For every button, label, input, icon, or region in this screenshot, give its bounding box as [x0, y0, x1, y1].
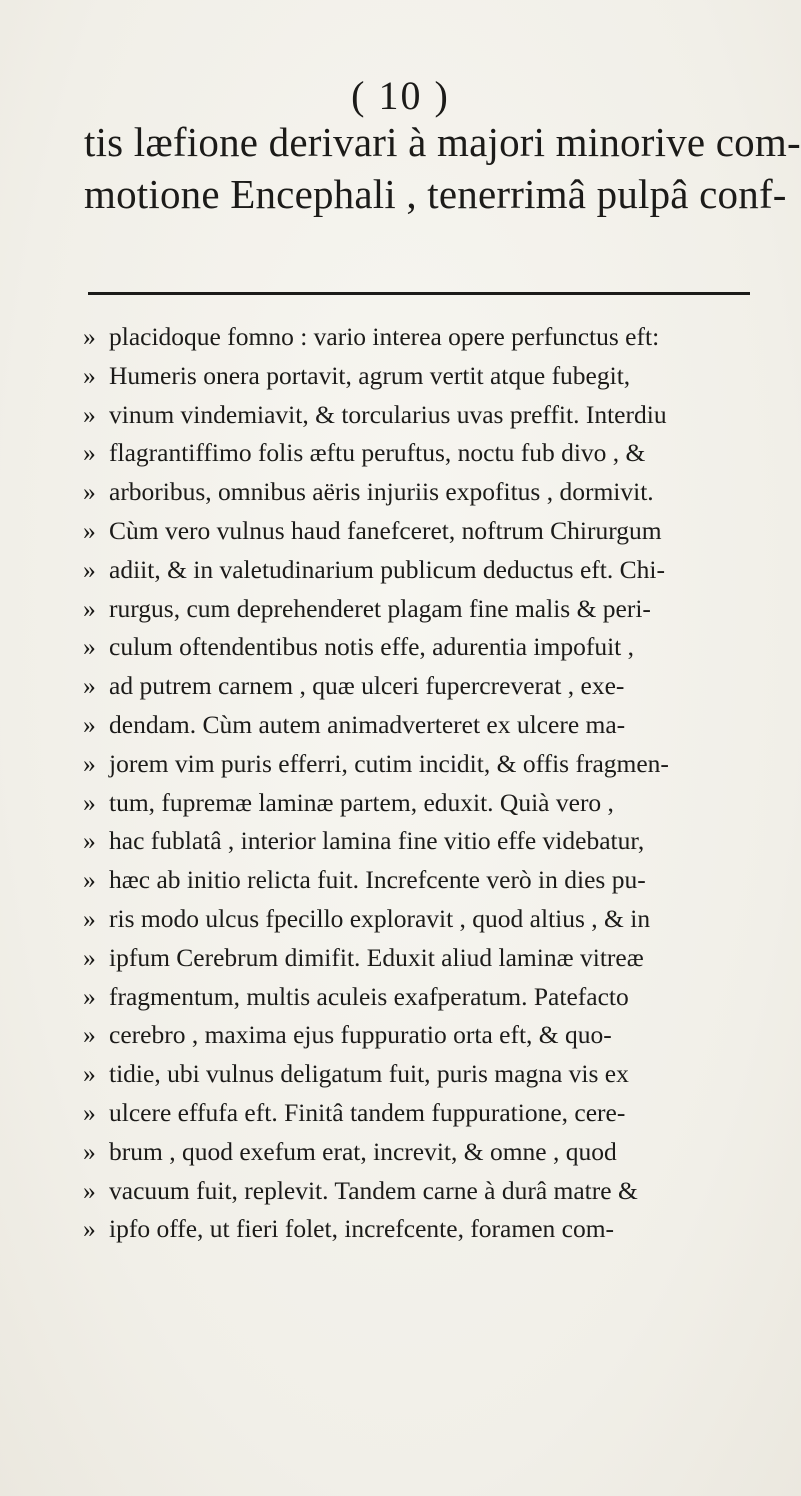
large-text-line-2: motione Encephali , tenerrimâ pulpâ conf-: [84, 171, 787, 217]
quote-mark: »: [83, 1214, 96, 1244]
passage-line-text: rurgus, cum deprehenderet plagam fine malis & peri-: [109, 593, 651, 623]
passage-line-text: Humeris onera portavit, agrum vertit atque fubegit,: [109, 360, 631, 390]
passage-line: [83, 861, 783, 900]
passage-line-text: vacuum fuit, replevit. Tandem carne à durâ matre &: [109, 1175, 638, 1205]
passage-line-text: jorem vim puris efferri, cutim incidit, & offis fragmen-: [109, 748, 669, 778]
horizontal-rule: [88, 292, 750, 295]
passage-line-text: tidie, ubi vulnus deligatum fuit, puris magna vis ex: [109, 1059, 629, 1089]
quote-mark: »: [83, 748, 96, 778]
quote-mark: »: [83, 1020, 96, 1050]
passage-line-text: ipfo offe, ut fieri folet, increfcente, foramen com-: [109, 1214, 615, 1244]
passage-line-text: fragmentum, multis aculeis exafperatum. Patefacto: [109, 981, 629, 1011]
quote-mark: »: [83, 942, 96, 972]
passage-line-text: tum, fupremæ laminæ partem, eduxit. Quià vero ,: [109, 787, 614, 817]
quote-mark: »: [83, 477, 96, 507]
quote-mark: »: [83, 322, 96, 351]
passage-line: [83, 939, 783, 978]
passage-line: [83, 1094, 783, 1133]
quote-mark: »: [83, 1175, 96, 1205]
quote-mark: »: [83, 360, 96, 390]
passage-line: [83, 1172, 783, 1211]
quote-mark: »: [83, 515, 96, 545]
passage-line-text: adiit, & in valetudinarium publicum deductus eft. Chi-: [109, 554, 665, 584]
quote-mark: »: [83, 787, 96, 817]
passage-line: [83, 590, 783, 629]
passage-line: [83, 628, 783, 667]
quote-mark: »: [83, 1097, 96, 1127]
passage-line-text: dendam. Cùm autem animadverteret ex ulcere ma-: [109, 709, 626, 739]
passage-line-text: culum oftendentibus notis effe, adurentia impofuit ,: [109, 632, 634, 662]
passage-line-text: hæc ab initio relicta fuit. Increfcente verò in dies pu-: [109, 865, 646, 895]
passage-line-text: ulcere effufa eft. Finitâ tandem fuppuratione, cere-: [109, 1097, 626, 1127]
passage-line: [83, 978, 783, 1017]
quote-mark: »: [83, 1059, 96, 1089]
passage-line: [83, 667, 783, 706]
quote-mark: »: [83, 671, 96, 701]
large-text-line-1: tis læfione derivari à majori minorive com-: [84, 119, 801, 165]
passage-line-text: brum , quod exefum erat, increvit, & omne , quod: [109, 1136, 617, 1166]
passage-line-text: arboribus, omnibus aëris injuriis expofitus , dormivit.: [109, 477, 654, 507]
passage-line-text: Cùm vero vulnus haud fanefceret, noftrum Chirurgum: [109, 515, 662, 545]
passage-line: [83, 706, 783, 745]
passage-line: [83, 745, 783, 784]
passage-line: [83, 551, 783, 590]
page-number: ( 10 ): [351, 73, 450, 118]
passage-line: [83, 1055, 783, 1094]
passage-line-text: placidoque fomno : vario interea opere perfunctus eft:: [109, 322, 660, 351]
passage-line-text: flagrantiffimo folis æftu peruftus, noctu fub divo , &: [109, 438, 646, 468]
quote-mark: »: [83, 709, 96, 739]
quote-mark: »: [83, 632, 96, 662]
passage-line: [83, 1210, 783, 1249]
quote-mark: »: [83, 554, 96, 584]
passage-line-text: vinum vindemiavit, & torcularius uvas preffit. Interdiu: [109, 399, 667, 429]
passage-line: [83, 318, 783, 357]
passage-line-text: ris modo ulcus fpecillo exploravit , quod altius , & in: [109, 903, 651, 933]
passage-line: [83, 1133, 783, 1172]
passage-line: [83, 357, 783, 396]
quote-mark: »: [83, 1136, 96, 1166]
quote-mark: »: [83, 399, 96, 429]
passage-line: [83, 900, 783, 939]
passage-line: [83, 396, 783, 435]
passage-line: [83, 473, 783, 512]
quote-mark: »: [83, 826, 96, 856]
passage-line: [83, 1016, 783, 1055]
quote-mark: »: [83, 593, 96, 623]
quote-mark: »: [83, 903, 96, 933]
passage-line-text: hac fublatâ , interior lamina fine vitio effe videbatur,: [109, 826, 645, 856]
quote-mark: »: [83, 438, 96, 468]
quote-mark: »: [83, 981, 96, 1011]
passage-line-text: ipfum Cerebrum dimifit. Eduxit aliud laminæ vitreæ: [109, 942, 644, 972]
passage-line: [83, 434, 783, 473]
passage-line: [83, 784, 783, 823]
quote-mark: »: [83, 865, 96, 895]
passage-line-text: cerebro , maxima ejus fuppuratio orta eft, & quo-: [109, 1020, 612, 1050]
passage-line-text: ad putrem carnem , quæ ulceri fupercreverat , exe-: [109, 671, 625, 701]
passage-line: [83, 822, 783, 861]
passage-line: [83, 512, 783, 551]
quoted-passage: [83, 318, 783, 1249]
